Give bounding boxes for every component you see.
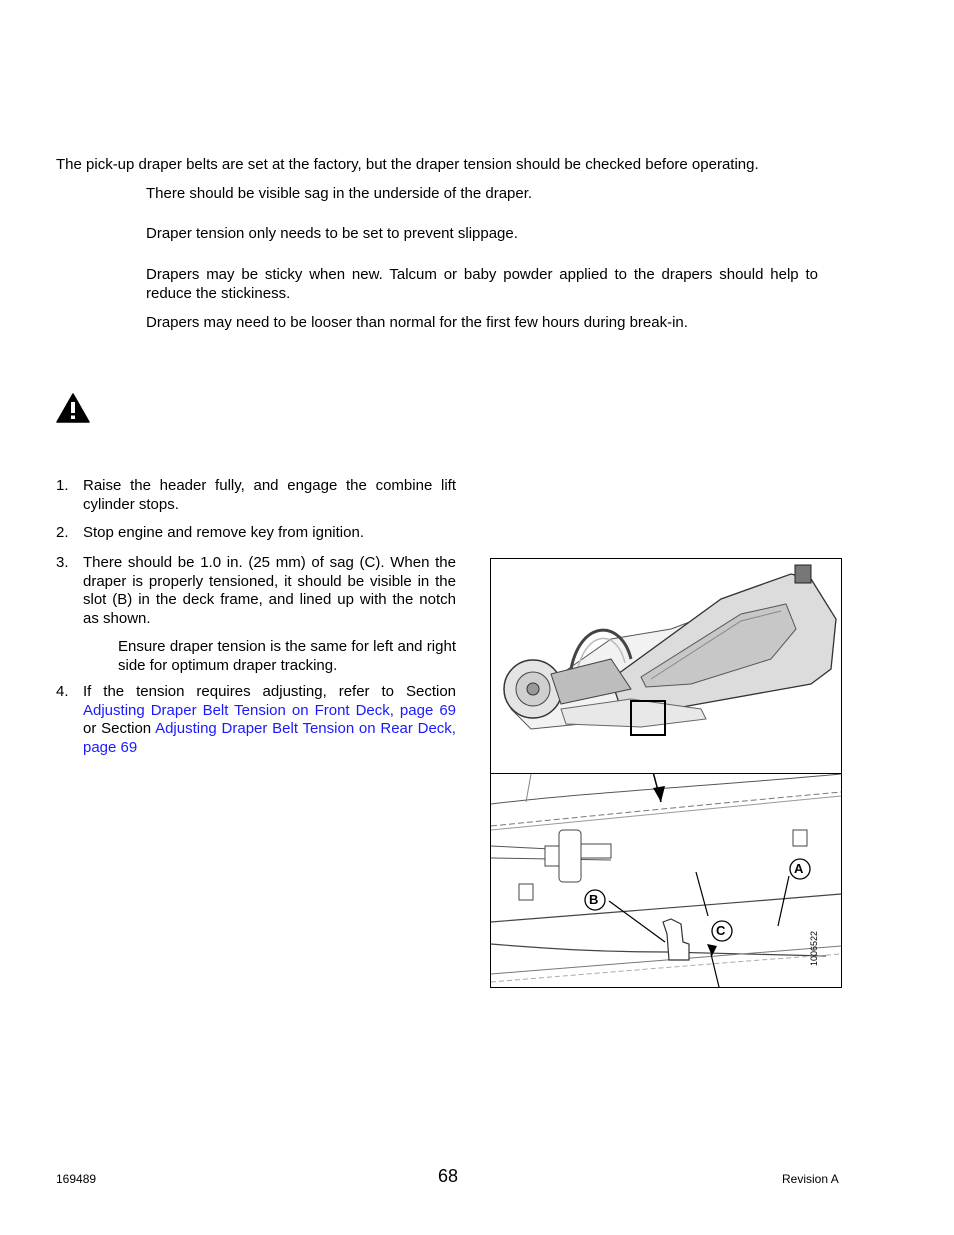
step-2-text: Stop engine and remove key from ignition.: [83, 524, 364, 541]
step-4-text: [83, 683, 456, 758]
step-2-number: 2.: [56, 524, 69, 541]
callout-c: C: [716, 923, 726, 938]
step-3-text: There should be 1.0 in. (25 mm) of sag (C). When the draper is properly tensioned, it should be visible in the slot (B) in the deck frame, and lined up with the notch as shown.: [83, 554, 456, 628]
note-visible-sag: There should be visible sag in the underside of the draper.: [146, 185, 533, 202]
step-3-note: Ensure draper tension is the same for left and right side for optimum draper tracking.: [118, 638, 456, 674]
footer-page-number: 68: [438, 1166, 459, 1186]
step-4-text-mid: or Section: [83, 720, 156, 738]
figure-id: 1006522: [809, 930, 819, 966]
intro-paragraph: The pick-up draper belts are set at the factory, but the draper tension should be checked before operating.: [56, 156, 759, 173]
footer-doc-number: 169489: [56, 1172, 97, 1186]
draper-detail-illustration: [491, 774, 841, 987]
step-4-number: 4.: [56, 683, 69, 700]
callout-b: B: [589, 892, 599, 907]
callout-a: A: [794, 861, 804, 876]
warning-icon: [56, 393, 90, 423]
header-overview-illustration: [491, 559, 841, 773]
step-1-text: Raise the header fully, and engage the combine lift cylinder stops.: [83, 477, 456, 513]
figure-draper-detail: [490, 773, 842, 988]
note-break-in: Drapers may need to be looser than normal for the first few hours during break-in.: [146, 314, 688, 331]
step-3-number: 3.: [56, 554, 69, 571]
link-rear-deck-tension[interactable]: Adjusting Draper Belt Tension on Rear Deck, page 69: [83, 720, 456, 757]
step-4-text-before: If the tension requires adjusting, refer to Section: [83, 683, 456, 700]
link-front-deck-tension[interactable]: Adjusting Draper Belt Tension on Front Deck, page 69: [83, 701, 456, 719]
figure-header-overview: [490, 558, 842, 774]
note-prevent-slippage: Draper tension only needs to be set to prevent slippage.: [146, 225, 518, 242]
footer-revision: Revision A: [782, 1172, 839, 1186]
step-1-number: 1.: [56, 477, 69, 494]
note-sticky-drapers: Drapers may be sticky when new. Talcum or baby powder applied to the drapers should help to reduce the stickiness.: [146, 266, 818, 302]
